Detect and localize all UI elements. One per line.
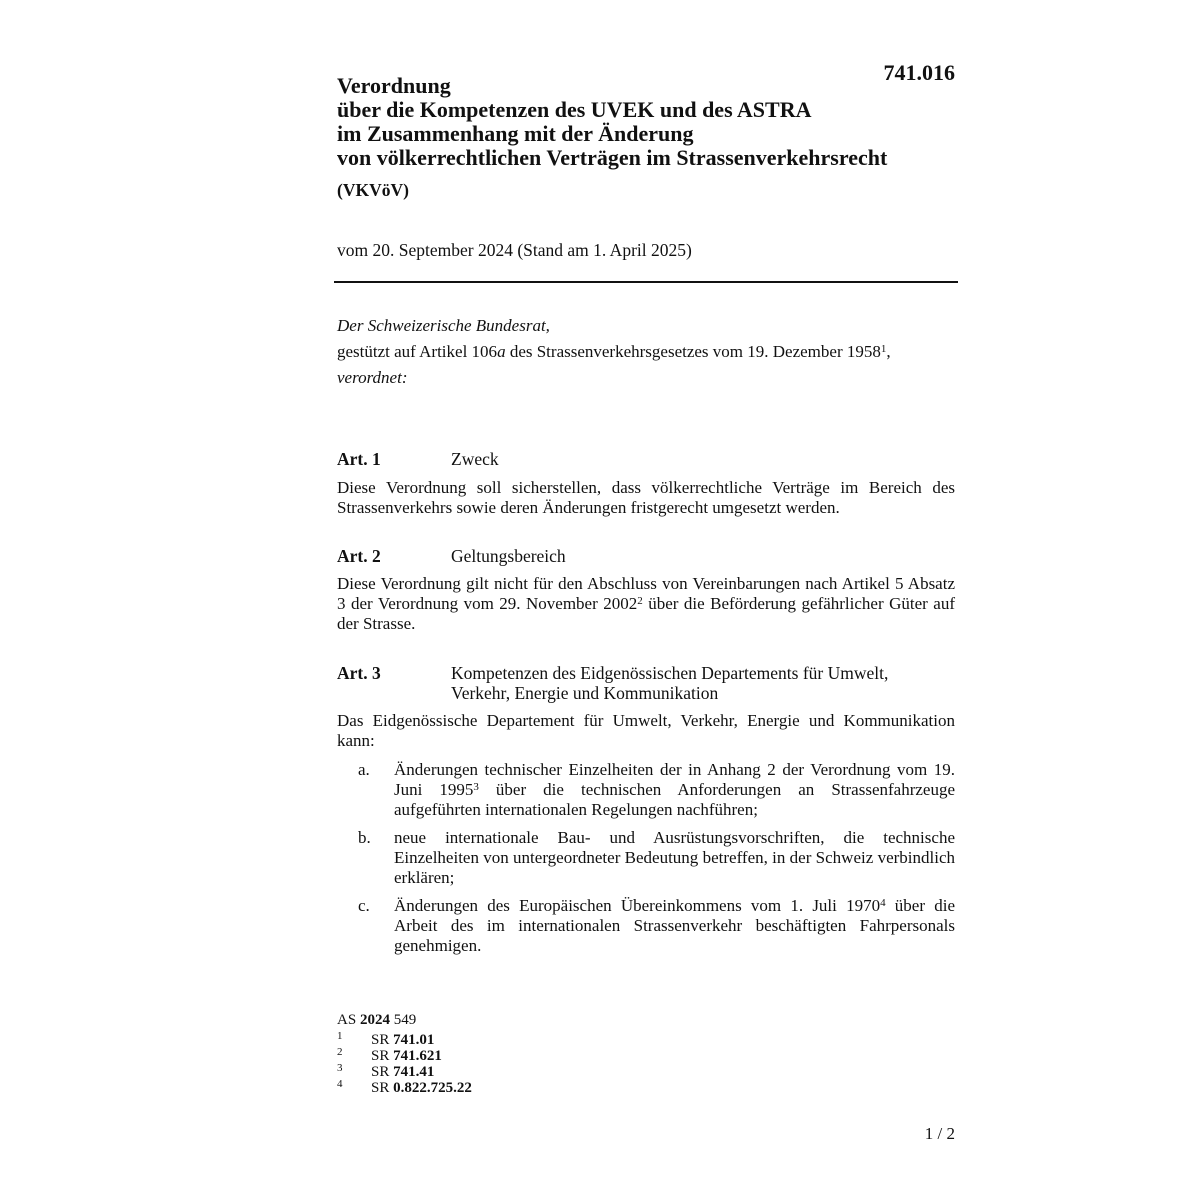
sr-link[interactable]: 741.41 (393, 1064, 435, 1080)
article-title: Geltungsbereich (451, 546, 566, 566)
sr-number: 741.016 (883, 60, 955, 85)
title-line: Verordnung (337, 73, 451, 98)
footnote (337, 1064, 737, 1080)
footnote (337, 1032, 737, 1048)
preamble-decree: verordnet: (337, 368, 408, 387)
list-marker: b. (358, 828, 371, 847)
article-3-intro: Das Eidgenössische Departement für Umwelt, Verkehr, Energie und Kommunikation kann: (337, 711, 955, 750)
document-title (337, 74, 957, 170)
basis-italic: a (497, 342, 506, 361)
article-number: Art. 2 (337, 546, 381, 566)
sr-prefix: SR (371, 1032, 394, 1048)
article-3-list (337, 760, 955, 964)
item-text: über die Arbeit des im internationalen Strassenverkehr beschäftigten Fahrpersonals genehmigen. (394, 896, 955, 955)
footnote-ref[interactable]: 1 (880, 343, 887, 355)
list-item (337, 828, 955, 888)
sr-link[interactable]: 741.621 (393, 1048, 442, 1064)
item-text: über die technischen Anforderungen an Strassenfahrzeuge aufgeführten internationalen Regelungen nachführen; (394, 780, 956, 819)
article-title (451, 663, 951, 703)
article-2-body (337, 574, 955, 634)
footnote-number: 2 (337, 1046, 343, 1058)
article-title: Zweck (451, 449, 499, 469)
list-marker: a. (358, 760, 370, 779)
list-item (337, 896, 955, 956)
title-line: von völkerrechtlichen Verträgen im Strassenverkehrsrecht (337, 145, 888, 170)
item-text: neue internationale Bau- und Ausrüstungsvorschriften, die technische Einzelheiten von untergeordneter Bedeutung betreffen, in der Schweiz verbindlich erklären; (394, 828, 955, 887)
sr-prefix: SR (371, 1064, 394, 1080)
as-page: 549 (389, 1012, 417, 1028)
document-date: vom 20. September 2024 (Stand am 1. April 2025) (337, 240, 692, 260)
official-collection-ref (337, 1011, 737, 1029)
article-number: Art. 1 (337, 449, 381, 469)
body-text: über die Beförderung gefährlicher Güter auf der Strasse. (337, 594, 955, 633)
footnote-number: 3 (337, 1062, 343, 1074)
preamble (337, 313, 977, 391)
page-number: 1 / 2 (924, 1124, 955, 1143)
list-marker: c. (358, 896, 370, 915)
article-title-line: Kompetenzen des Eidgenössischen Departements für Umwelt, (451, 663, 889, 683)
footnote-ref[interactable]: 4 (880, 897, 886, 909)
basis-end: , (886, 342, 891, 361)
basis-text: gestützt auf Artikel 106 (337, 342, 498, 361)
footnote-ref[interactable]: 3 (473, 781, 479, 793)
basis-text: des Strassenverkehrsgesetzes vom 19. Dezember 1958 (505, 342, 881, 361)
sr-prefix: SR (371, 1080, 394, 1096)
footnote-number: 1 (337, 1030, 343, 1042)
article-title-line: Verkehr, Energie und Kommunikation (451, 683, 719, 703)
sr-link[interactable]: 0.822.725.22 (393, 1080, 472, 1096)
list-item (337, 760, 955, 820)
article-number: Art. 3 (337, 663, 381, 683)
as-prefix: AS (337, 1012, 360, 1028)
sr-prefix: SR (371, 1048, 394, 1064)
sr-link[interactable]: 741.01 (393, 1032, 435, 1048)
footnotes (337, 1011, 737, 1096)
abbreviation: (VKVöV) (337, 180, 409, 200)
footnote-ref[interactable]: 2 (637, 595, 643, 607)
title-line: über die Kompetenzen des UVEK und des ASTRA (337, 97, 812, 122)
item-text: Änderungen des Europäischen Übereinkommens vom 1. Juli 1970 (394, 896, 881, 915)
footnote (337, 1080, 737, 1096)
title-line: im Zusammenhang mit der Änderung (337, 121, 694, 146)
body-text: Diese Verordnung gilt nicht für den Abschluss von Vereinbarungen nach Artikel 5 Absatz 3 der Verordnung vom 29. November 2002 (337, 574, 955, 613)
article-1-body: Diese Verordnung soll sicherstellen, dass völkerrechtliche Verträge im Bereich des Strassenverkehrs sowie deren Änderungen fristgerecht umgesetzt werden. (337, 478, 955, 517)
item-text: Änderungen technischer Einzelheiten der in Anhang 2 der Verordnung vom 19. Juni 1995 (394, 760, 955, 799)
footnote (337, 1048, 737, 1064)
as-year: 2024 (359, 1012, 390, 1028)
header-divider (334, 281, 958, 283)
footnote-number: 4 (337, 1078, 343, 1090)
preamble-authority: Der Schweizerische Bundesrat, (337, 316, 550, 335)
preamble-basis (337, 339, 977, 365)
